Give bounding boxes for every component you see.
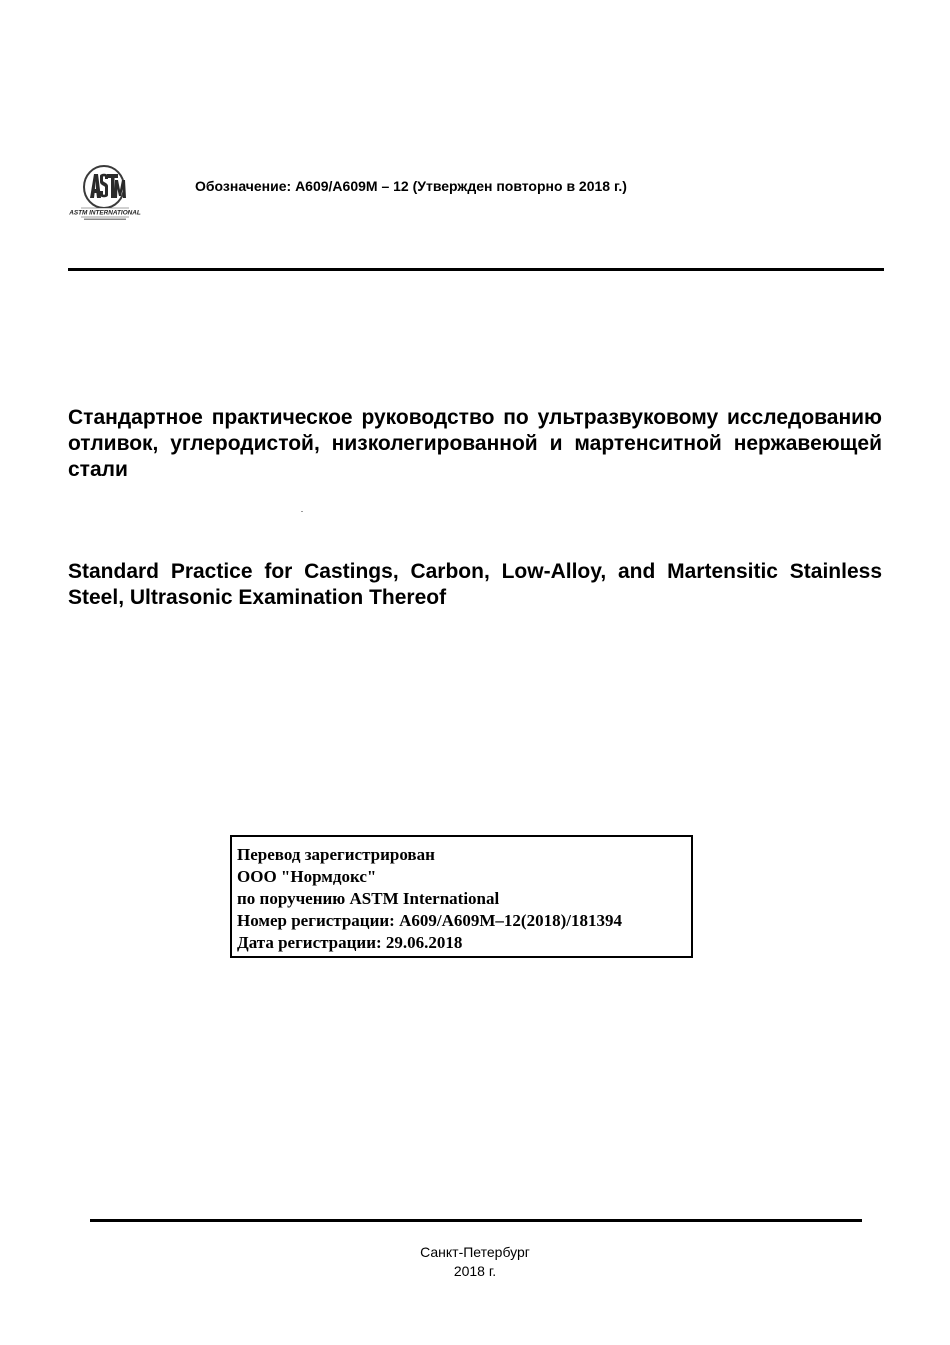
- registration-date: Дата регистрации: 29.06.2018: [237, 933, 463, 952]
- footer-year: 2018 г.: [453, 1263, 497, 1279]
- footer-divider: [90, 1219, 862, 1222]
- footer-city: Санкт-Петербург: [420, 1244, 530, 1260]
- title-russian: Стандартное практическое руководство по ультразвуковому исследованию отливок, углеродистой, низколегированной и мартенситной нержавеющей стали: [68, 406, 882, 481]
- logo-text: ASTM INTERNATIONAL: [69, 209, 141, 217]
- header-divider: [68, 268, 884, 271]
- registration-line-2: ООО "Нормдокс": [237, 867, 377, 886]
- document-designation: Обозначение: A609/A609M – 12 (Утвержден повторно в 2018 г.): [195, 178, 627, 194]
- registration-box: [230, 835, 693, 958]
- registration-text: [237, 844, 622, 954]
- astm-logo-icon: [69, 164, 141, 222]
- stray-mark: [301, 511, 303, 512]
- footer: [0, 1243, 950, 1281]
- registration-number: Номер регистрации: A609/A609M–12(2018)/181394: [237, 911, 622, 930]
- registration-line-1: Перевод зарегистрирован: [237, 845, 435, 864]
- title-english: Standard Practice for Castings, Carbon, Low-Alloy, and Martensitic Stainless Steel, Ultrasonic Examination Thereof: [68, 560, 882, 609]
- registration-line-3: по поручению ASTM International: [237, 889, 500, 908]
